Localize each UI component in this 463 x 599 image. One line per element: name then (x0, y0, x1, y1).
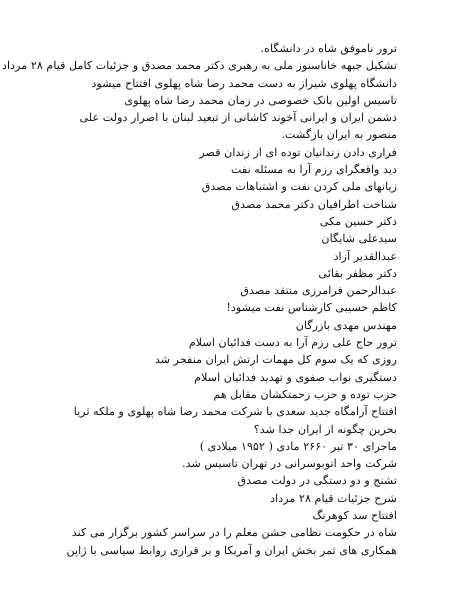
list-item: حزب توده و حزب زحمتکشان مقابل هم (213, 387, 397, 401)
list-item: فراری دادن زندانیان توده ای از زندان قصر (199, 145, 397, 159)
list-item: سیدعلی شایگان (321, 232, 397, 246)
list-item: افتتاح آرامگاه جدید سعدی با شرکت محمد رضا شاه پهلوی و ملکه ثریا (73, 405, 397, 419)
list-item: دکتر مظفر بقائی (318, 266, 397, 280)
list-item: عبدالرحمن فرامرزی منتقد مصدق (240, 284, 397, 298)
list-item: همکاری های ثمر بخش ایران و آمریکا و بر قراری روابط سیاسی با ژاپن (66, 543, 397, 557)
list-item: تشکیل جبهه خاناسنوز ملی به رهبری دکتر محمد مصدق و جزئیات کامل قیام ۲۸ مرداد (2, 59, 397, 73)
list-item: کاظم حسیبی کارشناس نفت میشود! (226, 301, 397, 315)
list-item: دشمن ایران و ایرانی آخوند کاشانی از تبعید لبنان با اصرار دولت علی منصور به ایران بازگشت. (79, 111, 397, 142)
list-item: ترور حاج علی رزم آرا به دست فدائیان اسلام (188, 336, 397, 350)
topic-list (2, 40, 397, 559)
list-item: تاسیس اولین بانک خصوصی در زمان محمد رضا شاه پهلوی (124, 93, 397, 107)
list-item: دستگیری نواب صفوی و تهدید فدائیان اسلام (194, 370, 397, 384)
list-item: شناخت اطرافیان دکتر محمد مصدق (231, 197, 397, 211)
list-item: افتتاح سد کوهرنگ (312, 509, 397, 523)
list-item: دانشگاه پهلوی شیراز به دست محمد رضا شاه پهلوی افتتاح میشود (91, 76, 397, 90)
list-item: دید واقعگرای رزم آرا به مسئله نفت (230, 163, 397, 177)
list-item: دکتر حسین مکی (319, 214, 397, 228)
list-item: ترور ناموفق شاه در دانشگاه. (260, 42, 397, 55)
list-item: زیانهای ملی کردن نفت و اشتباهات مصدق (201, 180, 397, 194)
list-item: عبدالقدیر آزاد (333, 249, 397, 263)
list-item: شاه در حکومت نظامی جشن معلم را در سراسر کشور برگزار می کند (71, 526, 397, 540)
list-item: ماجرای ۳۰ تیر ۲۶۶۰ مادی ( ۱۹۵۲ میلادی ) (199, 439, 397, 453)
list-item: شرکت واحد اتوبوسرانی در تهران تاسیس شد. (182, 457, 397, 471)
list-item: بحرین چگونه از ایران جدا شد؟ (253, 422, 397, 436)
list-item: تشنج و دو دستگی در دولت مصدق (237, 474, 397, 488)
list-item: مهندس مهدی بازرگان (295, 318, 397, 332)
list-item: روزی که یک سوم کل مهمات ارتش ایران منفجر شد (154, 353, 397, 367)
list-item: شرح جزئیات قیام ۲۸ مرداد (270, 491, 397, 505)
